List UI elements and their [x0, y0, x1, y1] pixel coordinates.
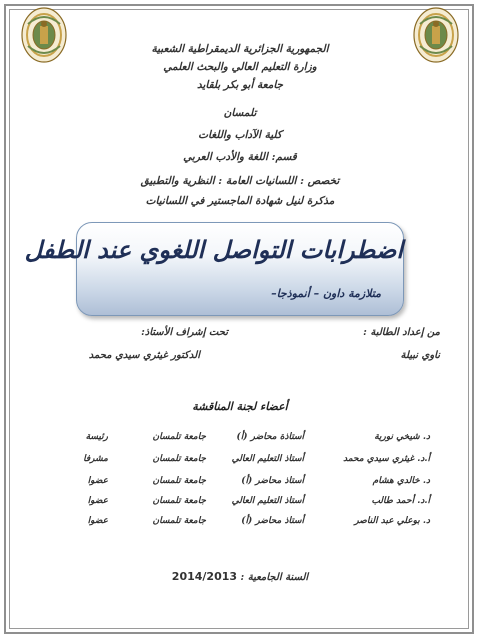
- jury-rank: أستاذ محاضر (أ): [241, 516, 304, 526]
- jury-rank: أستاذة محاضر (أ): [236, 432, 304, 442]
- jury-university: جامعة تلمسان: [152, 454, 206, 464]
- committee-title: أعضاء لجنة المناقشة: [192, 400, 288, 413]
- jury-row: [60, 516, 430, 530]
- jury-rank: أستاذ التعليم العالي: [231, 454, 304, 464]
- header-degree: مذكرة لنيل شهادة الماجستير في اللسانيات: [145, 195, 335, 207]
- header-republic: الجمهورية الجزائرية الديمقراطية الشعبية: [151, 43, 329, 55]
- jury-role: عضوا: [87, 496, 108, 506]
- title-box: [24, 222, 404, 316]
- jury-row: [60, 476, 430, 490]
- supervisor-label: تحت إشراف الأستاذ:: [141, 327, 228, 338]
- jury-row: [60, 454, 430, 468]
- jury-name: د. خالدي هشام: [372, 476, 430, 486]
- author-name: ناوي نبيلة: [400, 350, 440, 361]
- jury-role: رئيسة: [85, 432, 108, 442]
- jury-name: د. شيخي نورية: [374, 432, 430, 442]
- jury-name: أ.د. أحمد طالب: [371, 496, 430, 506]
- academic-year: [0, 570, 480, 583]
- jury-row: [60, 496, 430, 510]
- header-ministry: وزارة التعليم العالي والبحث العلمي: [163, 61, 317, 73]
- jury-university: جامعة تلمسان: [152, 476, 206, 486]
- header-city: تلمسان: [223, 107, 257, 119]
- header-faculty: كلية الآداب واللغات: [198, 129, 282, 141]
- author-label: من إعداد الطالبة :: [363, 327, 440, 338]
- academic-year-label: السنة الجامعية :: [240, 572, 309, 583]
- thesis-title: اضطرابات التواصل اللغوي عند الطفل: [24, 235, 403, 264]
- jury-rank: أستاذ التعليم العالي: [231, 496, 304, 506]
- header-specialty: تخصص : اللسانيات العامة : النظرية والتطبيق: [140, 175, 340, 187]
- jury-role: عضوا: [87, 476, 108, 486]
- jury-university: جامعة تلمسان: [152, 496, 206, 506]
- thesis-subtitle: متلازمة داون – أنموذجا–: [271, 287, 381, 300]
- supervisor-name: الدكتور غيثري سيدي محمد: [88, 350, 200, 361]
- academic-year-value: 2014/2013: [171, 570, 238, 583]
- jury-role: مشرفا: [83, 454, 108, 464]
- jury-university: جامعة تلمسان: [152, 516, 206, 526]
- jury-university: جامعة تلمسان: [152, 432, 206, 442]
- header-department: قسم: اللغة والأدب العربي: [183, 151, 297, 163]
- jury-name: أ.د. غيثري سيدي محمد: [343, 454, 430, 464]
- jury-name: د. بوعلي عبد الناصر: [354, 516, 430, 526]
- jury-role: عضوا: [87, 516, 108, 526]
- jury-rank: أستاذ محاضر (أ): [241, 476, 304, 486]
- jury-row: [60, 432, 430, 446]
- page-border-inner: [9, 9, 469, 629]
- header-university: جامعة أبو بكر بلقايد: [196, 79, 284, 91]
